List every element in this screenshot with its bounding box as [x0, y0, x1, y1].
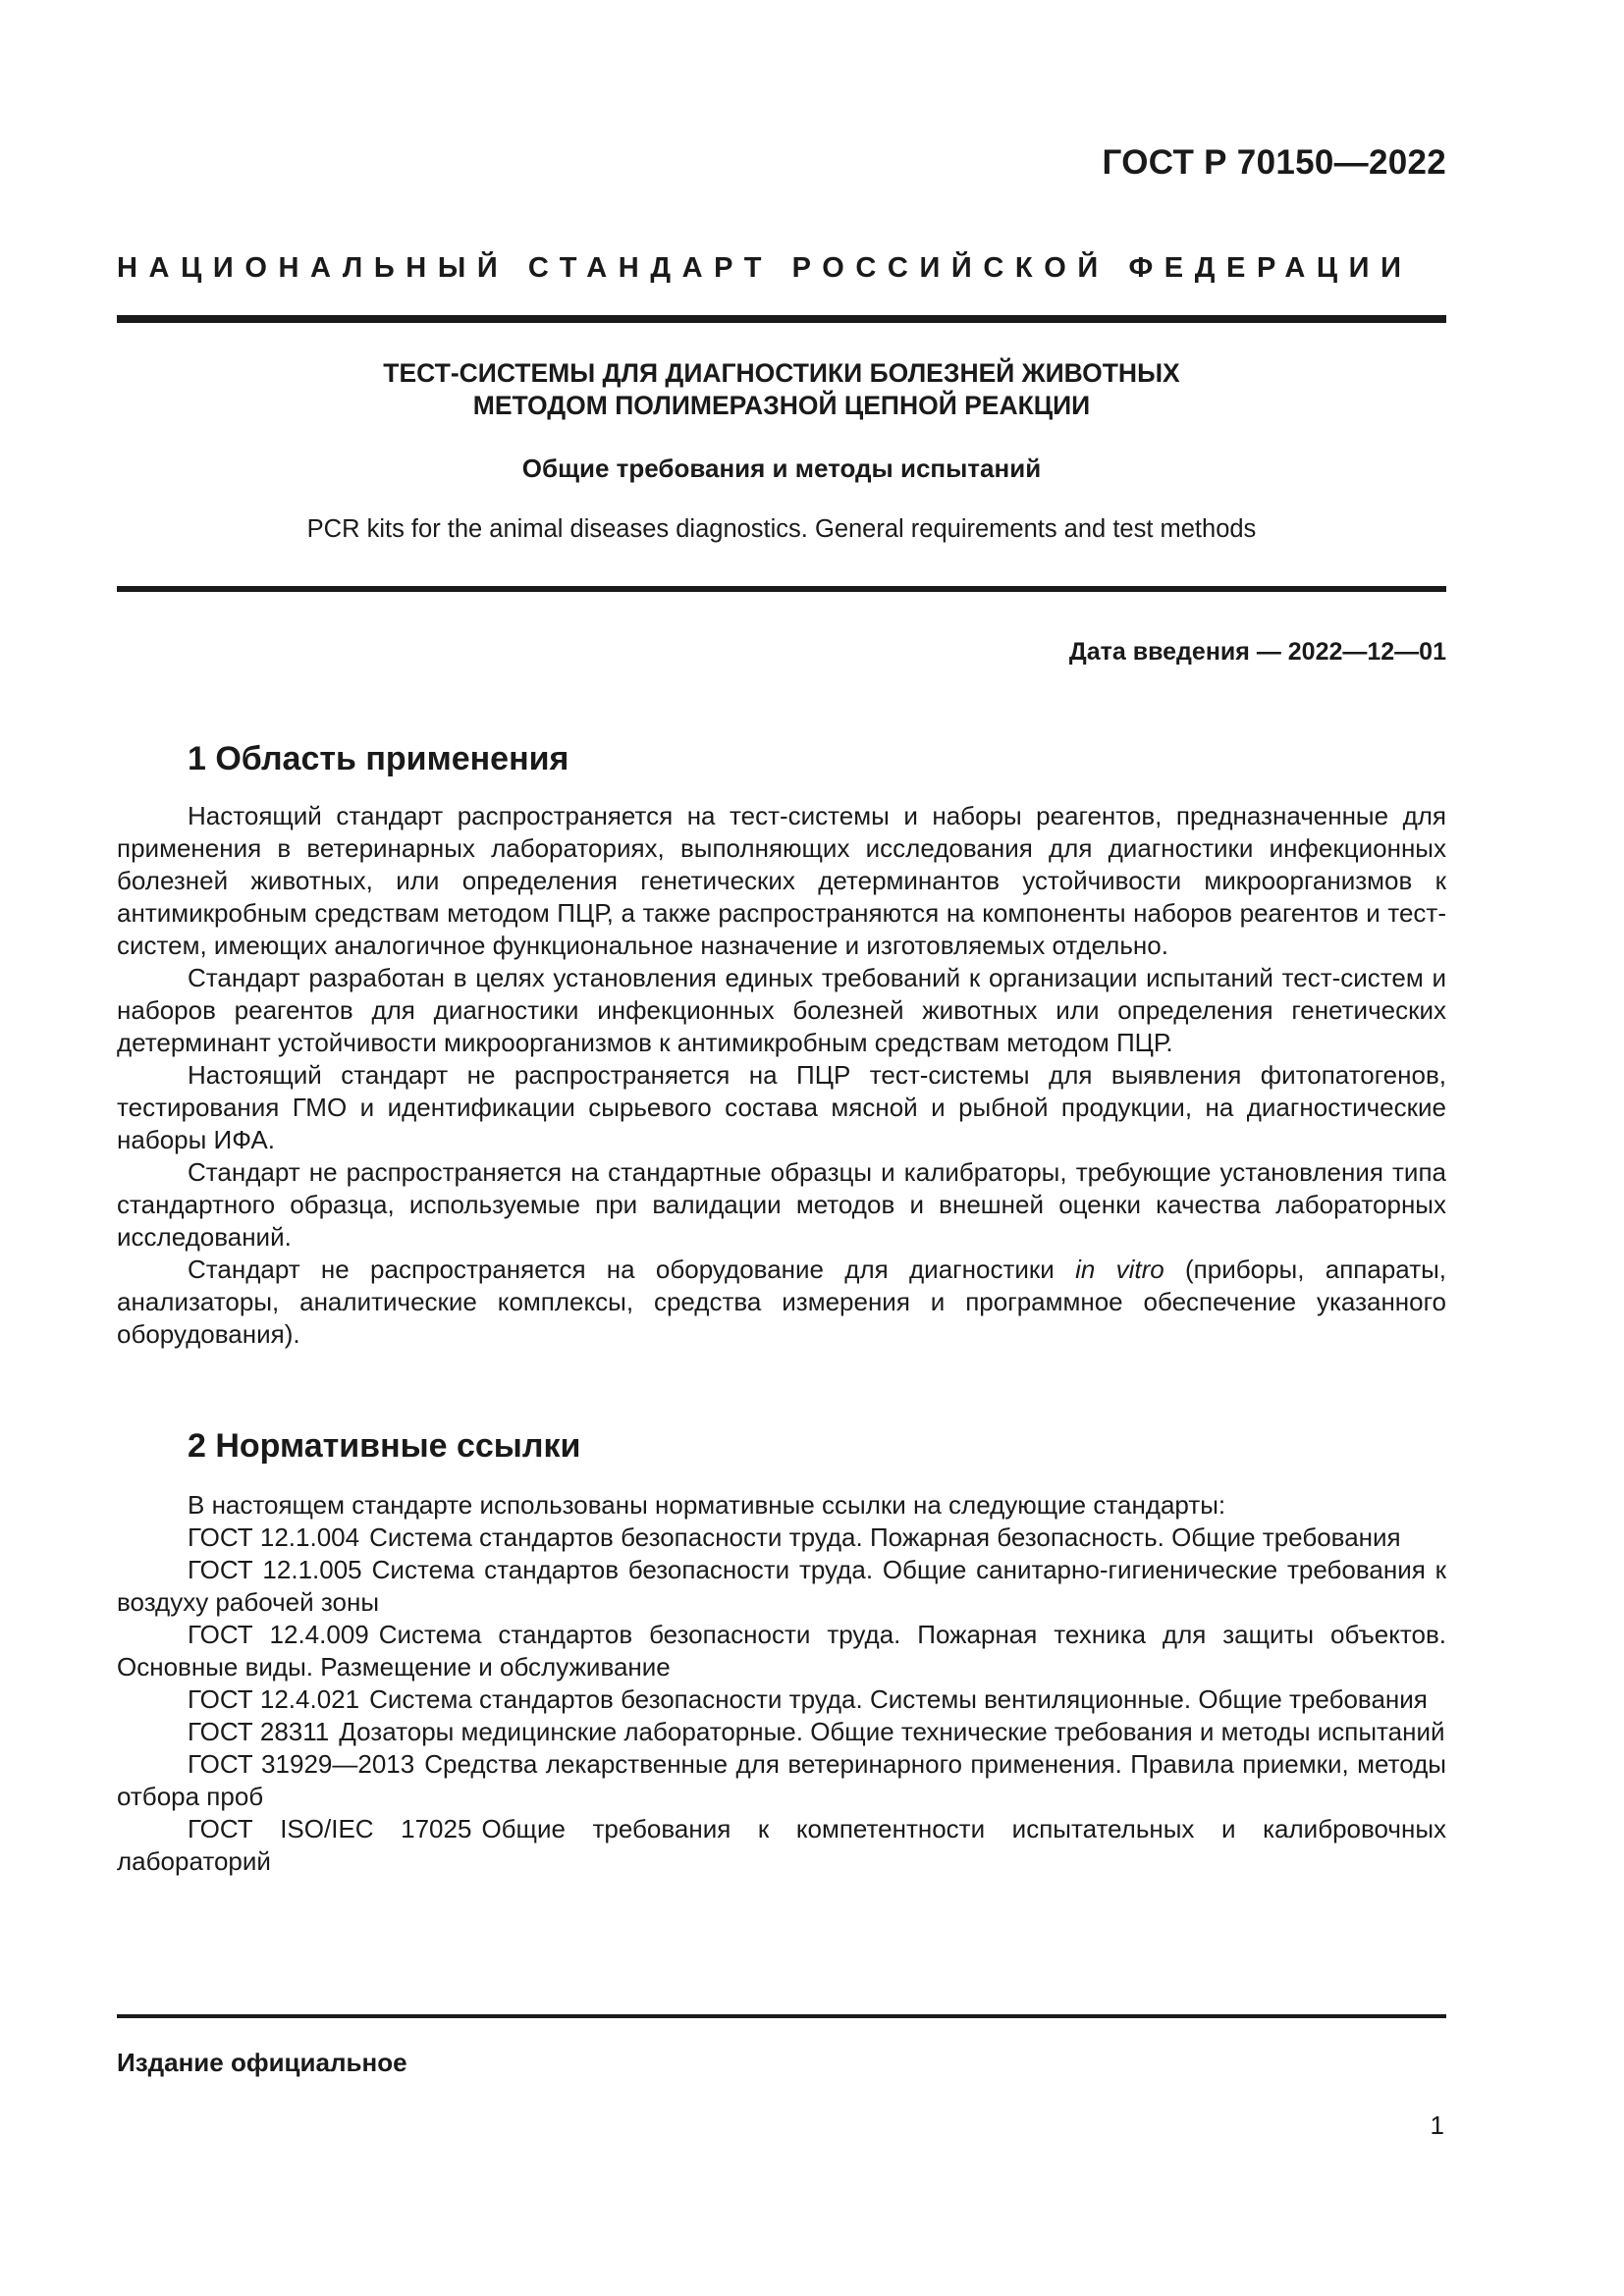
reference-item	[117, 1716, 1446, 1748]
reference-item	[117, 1522, 1446, 1554]
document-subtitle: Общие требования и методы испытаний	[521, 454, 1042, 483]
official-edition-label: Издание официальное	[117, 2048, 407, 2077]
introduction-date: Дата введения — 2022—12—01	[1068, 638, 1446, 666]
reference-code: ГОСТ 12.4.021	[188, 1684, 360, 1714]
reference-code: ГОСТ 12.1.005	[188, 1555, 362, 1584]
paragraph: Настоящий стандарт не распространяется на ПЦР тест-системы для выявления фитопатогенов, тестирования ГМО и идентификации сырьевого состава мясной и рыбной продукции, на диагностические наборы ИФА.	[117, 1060, 1446, 1154]
reference-item	[117, 1683, 1446, 1716]
paragraph	[117, 1254, 1446, 1351]
reference-item	[117, 1619, 1446, 1683]
document-title	[117, 357, 1446, 422]
reference-title: Система стандартов безопасности труда. Пожарная безопасность. Общие требования	[369, 1522, 1401, 1552]
reference-code: ГОСТ 31929—2013	[188, 1749, 415, 1779]
title-line-1: ТЕСТ-СИСТЕМЫ ДЛЯ ДИАГНОСТИКИ БОЛЕЗНЕЙ ЖИВОТНЫХ	[383, 358, 1180, 388]
reference-title: Общие требования к компетентности испытательных и калибровочных лабораторий	[117, 1814, 1447, 1876]
reference-title: Средства лекарственные для ветеринарного применения. Правила приемки, методы отбора проб	[117, 1749, 1446, 1811]
reference-item	[117, 1813, 1446, 1878]
top-divider	[117, 315, 1446, 323]
footer-divider	[117, 2014, 1446, 2018]
paragraph: Стандарт разработан в целях установления единых требований к организации испытаний тест-систем и наборов реагентов для диагностики инфекционных болезней животных или определения генетических детерминант устойчивости микроорганизмов к антимикробным средствам методом ПЦР.	[117, 963, 1446, 1057]
section-1-body	[117, 800, 1446, 1351]
paragraph-text: (приборы, аппараты, анализаторы, аналитические комплексы, средства измерения и программное обеспечение указанного оборудования).	[117, 1255, 1447, 1349]
reference-title: Система стандартов безопасности труда. Пожарная техника для защиты объектов. Основные виды. Размещение и обслуживание	[117, 1620, 1446, 1682]
reference-title: Система стандартов безопасности труда. Системы вентиляционные. Общие требования	[369, 1684, 1428, 1714]
page-number: 1	[1430, 2110, 1444, 2140]
section-1-heading: 1 Область применения	[188, 740, 569, 777]
section-2-body	[117, 1489, 1446, 1878]
reference-code: ГОСТ 12.4.009	[188, 1620, 369, 1649]
reference-code: ГОСТ 28311	[188, 1717, 330, 1746]
reference-item	[117, 1554, 1446, 1619]
section-2-heading: 2 Нормативные ссылки	[188, 1427, 581, 1465]
paragraph: Настоящий стандарт распространяется на тест-системы и наборы реагентов, предназначенные для применения в ветеринарных лабораториях, выполняющих исследования для диагностики инфекционных болезней животных, или определения генетических детерминантов устойчивости микроорганизмов к антимикробным средствам методом ПЦР, а также распространяются на компоненты наборов реагентов и тест-систем, имеющих аналогичное функциональное назначение и изготовляемых отдельно.	[117, 801, 1446, 960]
english-title: PCR kits for the animal diseases diagnostics. General requirements and test methods	[306, 515, 1257, 543]
reference-title: Система стандартов безопасности труда. Общие санитарно-гигиенические требования к воздуху рабочей зоны	[117, 1555, 1446, 1617]
references-intro: В настоящем стандарте использованы нормативные ссылки на следующие стандарты:	[188, 1490, 1226, 1520]
title-divider	[117, 586, 1446, 592]
reference-item	[117, 1748, 1446, 1813]
reference-code: ГОСТ 12.1.004	[188, 1522, 360, 1552]
reference-title: Дозаторы медицинские лабораторные. Общие технические требования и методы испытаний	[339, 1717, 1445, 1746]
title-line-2: МЕТОДОМ ПОЛИМЕРАЗНОЙ ЦЕПНОЙ РЕАКЦИИ	[472, 391, 1091, 420]
paragraph: Стандарт не распространяется на стандартные образцы и калибраторы, требующие установления типа стандартного образца, используемые при валидации методов и внешней оценки качества лабораторных исследований.	[117, 1157, 1446, 1252]
paragraph-text: Стандарт не распространяется на оборудование для диагностики	[188, 1255, 1076, 1284]
document-code: ГОСТ Р 70150—2022	[1102, 143, 1446, 182]
reference-code: ГОСТ ISO/IEC 17025	[188, 1814, 472, 1843]
national-standard-banner: НАЦИОНАЛЬНЫЙ СТАНДАРТ РОССИЙСКОЙ ФЕДЕРАЦИИ	[117, 252, 1413, 284]
italic-term: in vitro	[1075, 1255, 1164, 1284]
